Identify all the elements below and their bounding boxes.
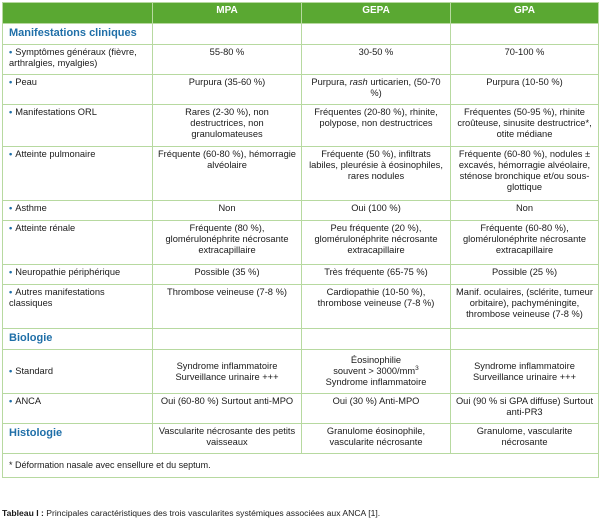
row-label: • Atteinte pulmonaire: [3, 147, 153, 201]
table-row: [3, 350, 599, 394]
cell-mpa: Non: [153, 201, 302, 221]
header-gepa: GEPA: [302, 3, 451, 24]
bullet-icon: •: [9, 287, 13, 297]
cell-mpa: Oui (60-80 %) Surtout anti-MPO: [153, 394, 302, 424]
row-label: • Autres manifestations classiques: [3, 285, 153, 329]
row-label: • Asthme: [3, 201, 153, 221]
table-row: [3, 105, 599, 147]
row-label: • Peau: [3, 75, 153, 105]
cell-gpa: Non: [451, 201, 599, 221]
section-title-clinical: Manifestations cliniques: [3, 24, 153, 45]
bullet-icon: •: [9, 77, 13, 87]
cell-gepa: 30-50 %: [302, 45, 451, 75]
cell-gpa: Fréquente (60-80 %), glomérulonéphrite nécrosante extracapillaire: [451, 221, 599, 265]
header-gpa: GPA: [451, 3, 599, 24]
cell-gpa: Fréquentes (50-95 %), rhinite croûteuse, sinusite destructrice*, otite médiane: [451, 105, 599, 147]
bullet-icon: •: [9, 203, 13, 213]
cell-mpa: Fréquente (80 %), glomérulonéphrite nécrosante extracapillaire: [153, 221, 302, 265]
table-row: [3, 394, 599, 424]
bullet-icon: •: [9, 223, 13, 233]
cell-gpa: Manif. oculaires, (sclérite, tumeur orbitaire), pachyméningite, thrombose veineuse (7-8 %): [451, 285, 599, 329]
cell-mpa: Rares (2-30 %), non destructrices, non granulomateuses: [153, 105, 302, 147]
cell-mpa: Purpura (35-60 %): [153, 75, 302, 105]
section-title-histology: Histologie: [3, 424, 153, 454]
cell-gpa: Oui (90 % si GPA diffuse) Surtout anti-PR3: [451, 394, 599, 424]
cell-gepa: Purpura, rash urticarien, (50-70 %): [302, 75, 451, 105]
section-title-biology: Biologie: [3, 329, 153, 350]
cell-gpa: Granulome, vascularite nécrosante: [451, 424, 599, 454]
bullet-icon: •: [9, 267, 13, 277]
cell-gepa: Éosinophilie souvent > $3000/mm^3$ Syndrome inflammatoire: [302, 350, 451, 394]
row-label: • Neuropathie périphérique: [3, 265, 153, 285]
section-row-clinical: [3, 24, 599, 45]
cell-gepa: Cardiopathie (10-50 %), thrombose veineuse (7-8 %): [302, 285, 451, 329]
cell-gpa: Syndrome inflammatoire Surveillance urinaire +++: [451, 350, 599, 394]
cell-gpa: 70-100 %: [451, 45, 599, 75]
cell-mpa: Syndrome inflammatoire Surveillance urinaire +++: [153, 350, 302, 394]
row-label: • ANCA: [3, 394, 153, 424]
footnote-row: [3, 454, 599, 478]
cell-gepa: Fréquente (50 %), infiltrats labiles, pleurésie à éosinophiles, rares nodules: [302, 147, 451, 201]
row-label: • Atteinte rénale: [3, 221, 153, 265]
vasculitis-table: [2, 2, 599, 478]
cell-mpa: Fréquente (60-80 %), hémorragie alvéolaire: [153, 147, 302, 201]
caption-label: Tableau I :: [2, 508, 44, 518]
table-row: [3, 285, 599, 329]
table-row: [3, 45, 599, 75]
section-row-biology: [3, 329, 599, 350]
cell-mpa: Vascularite nécrosante des petits vaisseaux: [153, 424, 302, 454]
cell-gpa: Purpura (10-50 %): [451, 75, 599, 105]
bullet-icon: •: [9, 107, 13, 117]
cell-gepa: Oui (30 %) Anti-MPO: [302, 394, 451, 424]
table-caption: [2, 508, 380, 518]
header-criterion: [3, 3, 153, 24]
table-row: [3, 221, 599, 265]
footnote: * Déformation nasale avec ensellure et du septum.: [3, 454, 599, 478]
row-label: • Symptômes généraux (fièvre, arthralgies, myalgies): [3, 45, 153, 75]
caption-text: Principales caractéristiques des trois vascularites systémiques associées aux ANCA [1].: [43, 508, 381, 518]
bullet-icon: •: [9, 47, 13, 57]
bullet-icon: •: [9, 149, 13, 159]
cell-gepa: Oui (100 %): [302, 201, 451, 221]
cell-gepa: Peu fréquente (20 %), glomérulonéphrite nécrosante extracapillaire: [302, 221, 451, 265]
cell-mpa: Thrombose veineuse (7-8 %): [153, 285, 302, 329]
table-row: [3, 265, 599, 285]
cell-gepa: Fréquentes (20-80 %), rhinite, polypose, non destructrices: [302, 105, 451, 147]
header-mpa: MPA: [153, 3, 302, 24]
cell-gpa: Possible (25 %): [451, 265, 599, 285]
table-header-row: [3, 3, 599, 24]
cell-mpa: Possible (35 %): [153, 265, 302, 285]
bullet-icon: •: [9, 396, 13, 406]
cell-mpa: 55-80 %: [153, 45, 302, 75]
cell-gpa: Fréquente (60-80 %), nodules ± excavés, hémorragie alvéolaire, sténose bronchique et/ou sous-glottique: [451, 147, 599, 201]
table-row: [3, 424, 599, 454]
cell-gepa: Très fréquente (65-75 %): [302, 265, 451, 285]
row-label: • Manifestations ORL: [3, 105, 153, 147]
cell-gepa: Granulome éosinophile, vascularite nécrosante: [302, 424, 451, 454]
bullet-icon: •: [9, 366, 13, 376]
row-label: • Standard: [3, 350, 153, 394]
table-row: [3, 75, 599, 105]
table-row: [3, 147, 599, 201]
table-row: [3, 201, 599, 221]
